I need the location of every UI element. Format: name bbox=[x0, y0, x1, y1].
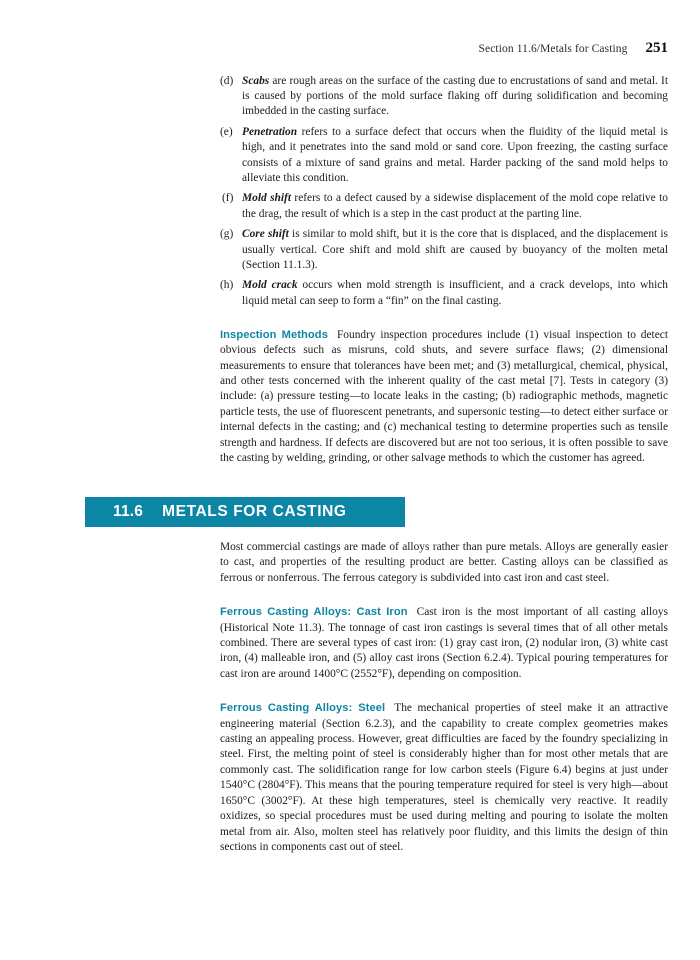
list-marker: (d) bbox=[220, 75, 234, 87]
cast-iron-paragraph bbox=[220, 605, 668, 682]
defect-term: Mold shift bbox=[242, 192, 291, 205]
defect-term: Core shift bbox=[242, 228, 289, 241]
list-marker: (f) bbox=[222, 192, 234, 205]
cast-iron-runin-heading: Ferrous Casting Alloys: Cast Iron bbox=[220, 606, 408, 619]
defect-term: Penetration bbox=[242, 126, 298, 139]
intro-paragraph: Most commercial castings are made of alloys rather than pure metals. Alloys are generally easier to cast, and properties of the resulting product are better. Casting alloys can be classified as ferrous or nonferrous. The ferrous category is subdivided into cast iron and cast steel. bbox=[220, 541, 668, 584]
steel-text: The mechanical properties of steel make it an attractive engineering material (Section 6.2.3), and the capability to create complex geometries makes casting an appealing process. However, great difficulties are faced by the foundry specializing in steel. First, the melting point of steel is considerably higher than for most other metals that are commonly cast. The solidification range for low carbon steels (Figure 6.4) begins at just under 1540°C (2804°F). This means that the pouring temperature required for steel is very high—about 1650°C (3002°F). At these high temperatures, steel is chemically very reactive. It readily oxidizes, so special procedures must be used during melting and pouring to isolate the molten metal from air. Also, molten steel has relatively poor fluidity, and this limits the design of thin sections in components cast out of steel. bbox=[220, 702, 668, 853]
list-marker: (h) bbox=[220, 279, 234, 292]
defect-term: Scabs bbox=[242, 75, 270, 87]
running-head-title: Section 11.6/Metals for Casting bbox=[478, 43, 628, 55]
list-item bbox=[220, 125, 668, 186]
lower-content-column bbox=[220, 540, 668, 855]
defect-description: refers to a defect caused by a sidewise displacement of the mold cope relative to the drag, the result of which is a step in the cast product at the parting line. bbox=[242, 192, 669, 220]
steel-paragraph bbox=[220, 701, 668, 855]
inspection-methods-runin-heading: Inspection Methods bbox=[220, 328, 328, 341]
section-title: METALS FOR CASTING bbox=[162, 503, 347, 520]
upper-content-column bbox=[220, 74, 668, 467]
defect-description: occurs when mold strength is insufficient, and a crack develops, into which liquid metal can seep to form a “fin” on the final casting. bbox=[242, 279, 669, 307]
inspection-methods-paragraph bbox=[220, 328, 668, 467]
running-head bbox=[0, 40, 668, 57]
steel-runin-heading: Ferrous Casting Alloys: Steel bbox=[220, 702, 386, 715]
defect-description: is similar to mold shift, but it is the core that is displaced, and the displacement is usually vertical. Core shift and mold shift are caused by buoyancy of the molten metal (Section 11.1.3). bbox=[242, 228, 668, 271]
page-number: 251 bbox=[645, 40, 668, 56]
list-marker: (g) bbox=[220, 228, 234, 241]
cast-iron-text: Cast iron is the most important of all casting alloys (Historical Note 11.3). The tonnage of cast iron castings is several times that of all other metals combined. There are several types of cast iron: (1) gray cast iron, (2) nodular iron, (3) white cast iron, (4) malleable iron, and (5) alloy cast irons (Section 6.2.4). Typical pouring temperatures for cast iron are around 1400°C (2552°F), depending on composition. bbox=[220, 606, 669, 680]
list-marker: (e) bbox=[220, 126, 233, 139]
list-item bbox=[220, 278, 668, 308]
inspection-methods-text: Foundry inspection procedures include (1) visual inspection to detect obvious defects such as misruns, cold shuts, and severe surface flaws; (2) dimensional measurements to ensure that tolerances have been met; and (3) metallurgical, chemical, physical, and other tests concerned with the inherent quality of the cast metal [7]. Tests in category (3) include: (a) pressure testing—to locate leaks in the casting; (b) radiographic methods, magnetic particle tests, the use of fluorescent penetrants, and supersonic testing—to detect either surface or internal defects in the casting; and (c) mechanical testing to determine properties such as tensile strength and hardness. If defects are discovered but are not too serious, it is often possible to save the casting by welding, grinding, or other salvage methods to which the customer has agreed. bbox=[220, 328, 669, 465]
defect-term: Mold crack bbox=[242, 279, 298, 292]
list-item bbox=[220, 191, 668, 221]
defect-description: are rough areas on the surface of the casting due to encrustations of sand and metal. It is caused by portions of the mold surface flaking off during solidification and becoming imbedded in the casting surface. bbox=[242, 75, 668, 118]
list-item bbox=[220, 227, 668, 273]
defect-description: refers to a surface defect that occurs when the fluidity of the liquid metal is high, and it penetrates into the sand mold or sand core. Upon freezing, the casting surface consists of a mixture of sand grains and metal. Harder packing of the sand mold helps to alleviate this condition. bbox=[242, 126, 668, 184]
list-item bbox=[220, 74, 668, 120]
casting-defects-list bbox=[220, 74, 668, 309]
section-number: 11.6 bbox=[113, 503, 144, 520]
section-header-banner bbox=[85, 497, 405, 527]
